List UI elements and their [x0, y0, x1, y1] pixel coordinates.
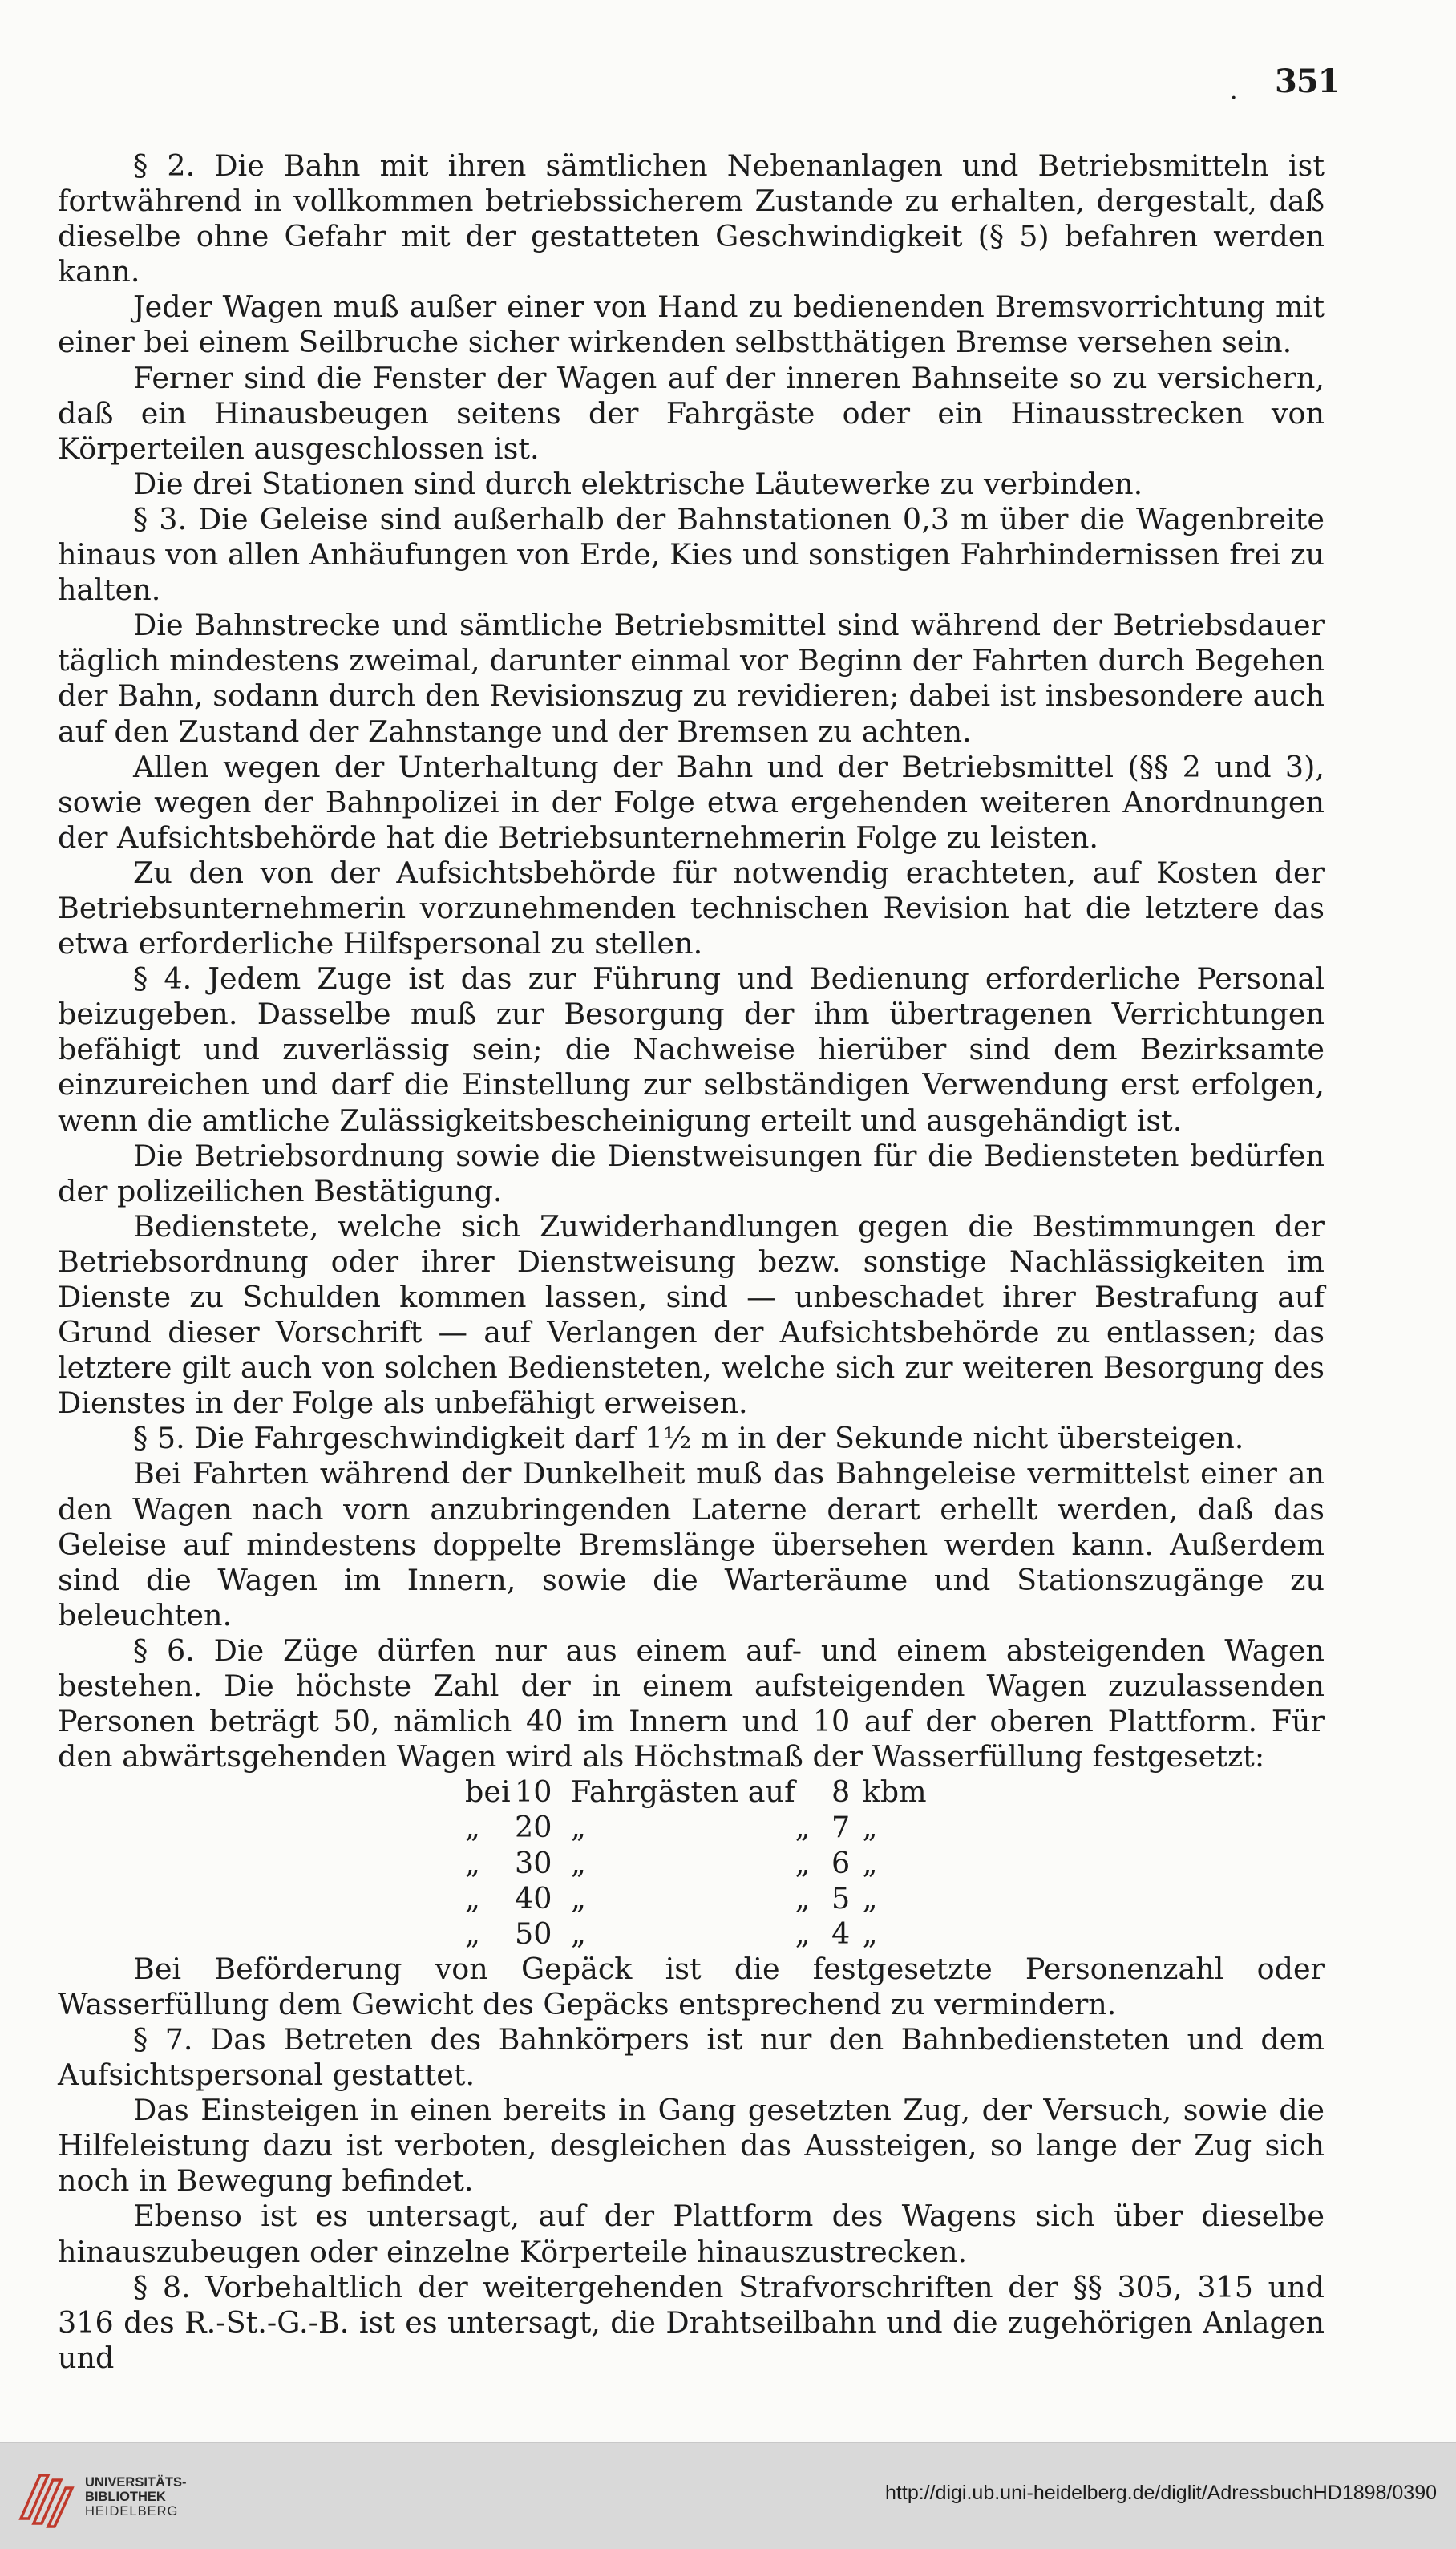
water-table-cell — [795, 1774, 819, 1810]
paragraph: Bedienstete, welche sich Zuwiderhandlungen gegen die Bestimmungen der Betriebsordnung oder ihrer Dienstweisung bezw. sonstige Nachlässigkeiten im Dienste zu Schulden kommen lassen, sind — unbeschadet ihrer Bestrafung auf Grund dieser Vorschrift — auf Verlangen der Aufsichtsbehörde zu entlassen; das letztere gilt auch von solchen Bediensteten, welche sich zur weiteren Besorgung des Dienstes in der Folge als unbefähigt erweisen. — [58, 1208, 1325, 1421]
water-table-cell: kbm — [862, 1774, 927, 1810]
water-table-row — [465, 1916, 935, 1952]
page-number: 351 — [1275, 63, 1340, 100]
source-url-link[interactable]: http://digi.ub.uni-heidelberg.de/diglit/AdressbuchHD1898/0390 — [885, 2482, 1437, 2504]
water-table-cell: „ — [862, 1810, 878, 1845]
heidelberg-library-logo-icon[interactable] — [16, 2462, 77, 2531]
paragraph: § 7. Das Betreten des Bahnkörpers ist nur den Bahnbediensteten und dem Aufsichtspersonal gestattet. — [58, 2021, 1325, 2093]
paragraph: Allen wegen der Unterhaltung der Bahn und der Betriebsmittel (§§ 2 und 3), sowie wegen der Bahnpolizei in der Folge etwa ergehenden weiteren Anordnungen der Aufsichtsbehörde hat die Betriebsunternehmerin Folge zu leisten. — [58, 749, 1325, 855]
water-table-cell: 5 — [831, 1880, 851, 1916]
paragraph: Jeder Wagen muß außer einer von Hand zu bedienenden Bremsvorrichtung mit einer bei einem Seilbruche sicher wirkenden selbstthätigen Bremse versehen sein. — [58, 289, 1325, 360]
water-table-cell: „ — [571, 1916, 586, 1951]
water-table-row — [465, 1810, 935, 1845]
paragraph: Die Bahnstrecke und sämtliche Betriebsmittel sind während der Betriebsdauer täglich mindestens zweimal, darunter einmal vor Beginn der Fahrten durch Begehen der Bahn, sodann durch den Revisionszug zu revidieren; dabei ist insbesondere auch auf den Zustand der Zahnstange und der Bremsen zu achten. — [58, 608, 1325, 749]
water-table-row — [465, 1846, 935, 1881]
water-table-cell: „ — [571, 1810, 586, 1845]
paragraph: Die Betriebsordnung sowie die Dienstweisungen für die Bediensteten bedürfen der polizeilichen Bestätigung. — [58, 1138, 1325, 1208]
library-name-line: HEIDELBERG — [85, 2504, 179, 2519]
water-table-cell: 20 — [515, 1810, 552, 1845]
library-name-line: UNIVERSITÄTS- — [85, 2475, 187, 2490]
water-table-cell: bei — [465, 1774, 511, 1810]
page-mark: . — [1230, 77, 1238, 105]
paragraph: Die drei Stationen sind durch elektrische Läutewerke zu verbinden. — [133, 466, 1143, 501]
water-table-cell: 7 — [831, 1810, 851, 1845]
paragraph: § 8. Vorbehaltlich der weitergehenden Strafvorschriften der §§ 305, 315 und 316 des R.-St.-G.-B. ist es untersagt, die Drahtseilbahn und die zugehörigen Anlagen und — [58, 2269, 1325, 2375]
paragraph: Ferner sind die Fenster der Wagen auf der inneren Bahnseite so zu versichern, daß ein Hinausbeugen seitens der Fahrgäste oder ein Hinausstrecken von Körperteilen ausgeschlossen ist. — [58, 360, 1325, 466]
water-table-cell: 4 — [831, 1916, 851, 1951]
paragraph: Das Einsteigen in einen bereits in Gang gesetzten Zug, der Versuch, sowie die Hilfeleistung dazu ist verboten, desgleichen das Aussteigen, so lange der Zug sich noch in Bewegung befindet. — [58, 2093, 1325, 2199]
water-fill-table — [465, 1774, 935, 1951]
water-table-cell: 30 — [515, 1845, 552, 1880]
water-table-row — [465, 1774, 935, 1810]
paragraph: Bei Beförderung von Gepäck ist die festgesetzte Personenzahl oder Wasserfüllung dem Gewicht des Gepäcks entsprechend zu vermindern. — [58, 1951, 1325, 2021]
paragraph: § 3. Die Geleise sind außerhalb der Bahnstationen 0,3 m über die Wagenbreite hinaus von allen Anhäufungen von Erde, Kies und sonstigen Fahrhindernissen frei zu halten. — [58, 501, 1325, 608]
paragraph: § 4. Jedem Zuge ist das zur Führung und Bedienung erforderliche Personal beizugeben. Dasselbe muß zur Besorgung der ihm übertragenen Verrichtungen befähigt und zuverlässig sein; die Nachweise hierüber sind dem Bezirksamte einzureichen und darf die Einstellung zur selbständigen Verwendung erst erfolgen, wenn die amtliche Zulässigkeitsbescheinigung erteilt und ausgehändigt ist. — [58, 961, 1325, 1138]
water-table-cell: 6 — [831, 1845, 851, 1880]
library-name-line: BIBLIOTHEK — [85, 2490, 166, 2504]
water-table-cell: 50 — [515, 1916, 552, 1951]
water-table-cell: „ — [862, 1845, 878, 1880]
paragraph: Bei Fahrten während der Dunkelheit muß das Bahngeleise vermittelst einer an den Wagen nach vorn anzubringenden Laterne derart erhellt werden, daß das Geleise auf mindestens doppelte Bremslänge übersehen werden kann. Außerdem sind die Wagen im Innern, sowie die Warteräume und Stationszugänge zu beleuchten. — [58, 1456, 1325, 1633]
paragraph: Ebenso ist es untersagt, auf der Plattform des Wagens sich über dieselbe hinauszubeugen oder einzelne Körperteile hinauszustrecken. — [58, 2199, 1325, 2269]
paragraph: § 6. Die Züge dürfen nur aus einem auf- und einem absteigenden Wagen bestehen. Die höchste Zahl der in einem aufsteigenden Wagen zuzulassenden Personen beträgt 50, nämlich 40 im Innern und 10 auf der oberen Plattform. Für den abwärtsgehenden Wagen wird als Höchstmaß der Wasserfüllung festgesetzt: — [58, 1633, 1325, 1774]
water-table-cell: „ — [571, 1880, 586, 1916]
water-table-cell: „ — [465, 1880, 480, 1916]
paragraph: Zu den von der Aufsichtsbehörde für notwendig erachteten, auf Kosten der Betriebsunternehmerin vorzunehmenden technischen Revision hat die letztere das etwa erforderliche Hilfspersonal zu stellen. — [58, 855, 1325, 961]
water-table-cell: „ — [571, 1845, 586, 1880]
water-table-cell: „ — [795, 1880, 811, 1916]
viewer-footer — [0, 2442, 1456, 2549]
library-name[interactable] — [85, 2475, 187, 2519]
water-table-cell: „ — [862, 1880, 878, 1916]
water-table-cell: 10 — [515, 1774, 552, 1810]
water-table-cell: „ — [795, 1810, 811, 1845]
water-table-cell: 40 — [515, 1880, 552, 1916]
water-table-cell: „ — [465, 1845, 480, 1880]
paragraph: § 2. Die Bahn mit ihren sämtlichen Nebenanlagen und Betriebsmitteln ist fortwährend in vollkommen betriebssicherem Zustande zu erhalten, dergestalt, daß dieselbe ohne Gefahr mit der gestatteten Geschwindigkeit (§ 5) befahren werden kann. — [58, 148, 1325, 289]
water-table-cell: „ — [795, 1845, 811, 1880]
water-table-row — [465, 1881, 935, 1916]
water-table-cell: 8 — [831, 1774, 851, 1810]
water-table-cell: Fahrgästen auf — [571, 1774, 795, 1810]
water-table-cell: „ — [465, 1916, 480, 1951]
paragraph: § 5. Die Fahrgeschwindigkeit darf 1½ m in der Sekunde nicht übersteigen. — [133, 1421, 1244, 1456]
water-table-cell: „ — [795, 1916, 811, 1951]
water-table-cell: „ — [862, 1916, 878, 1951]
water-table-cell: „ — [465, 1810, 480, 1845]
body-text — [58, 148, 1325, 2376]
